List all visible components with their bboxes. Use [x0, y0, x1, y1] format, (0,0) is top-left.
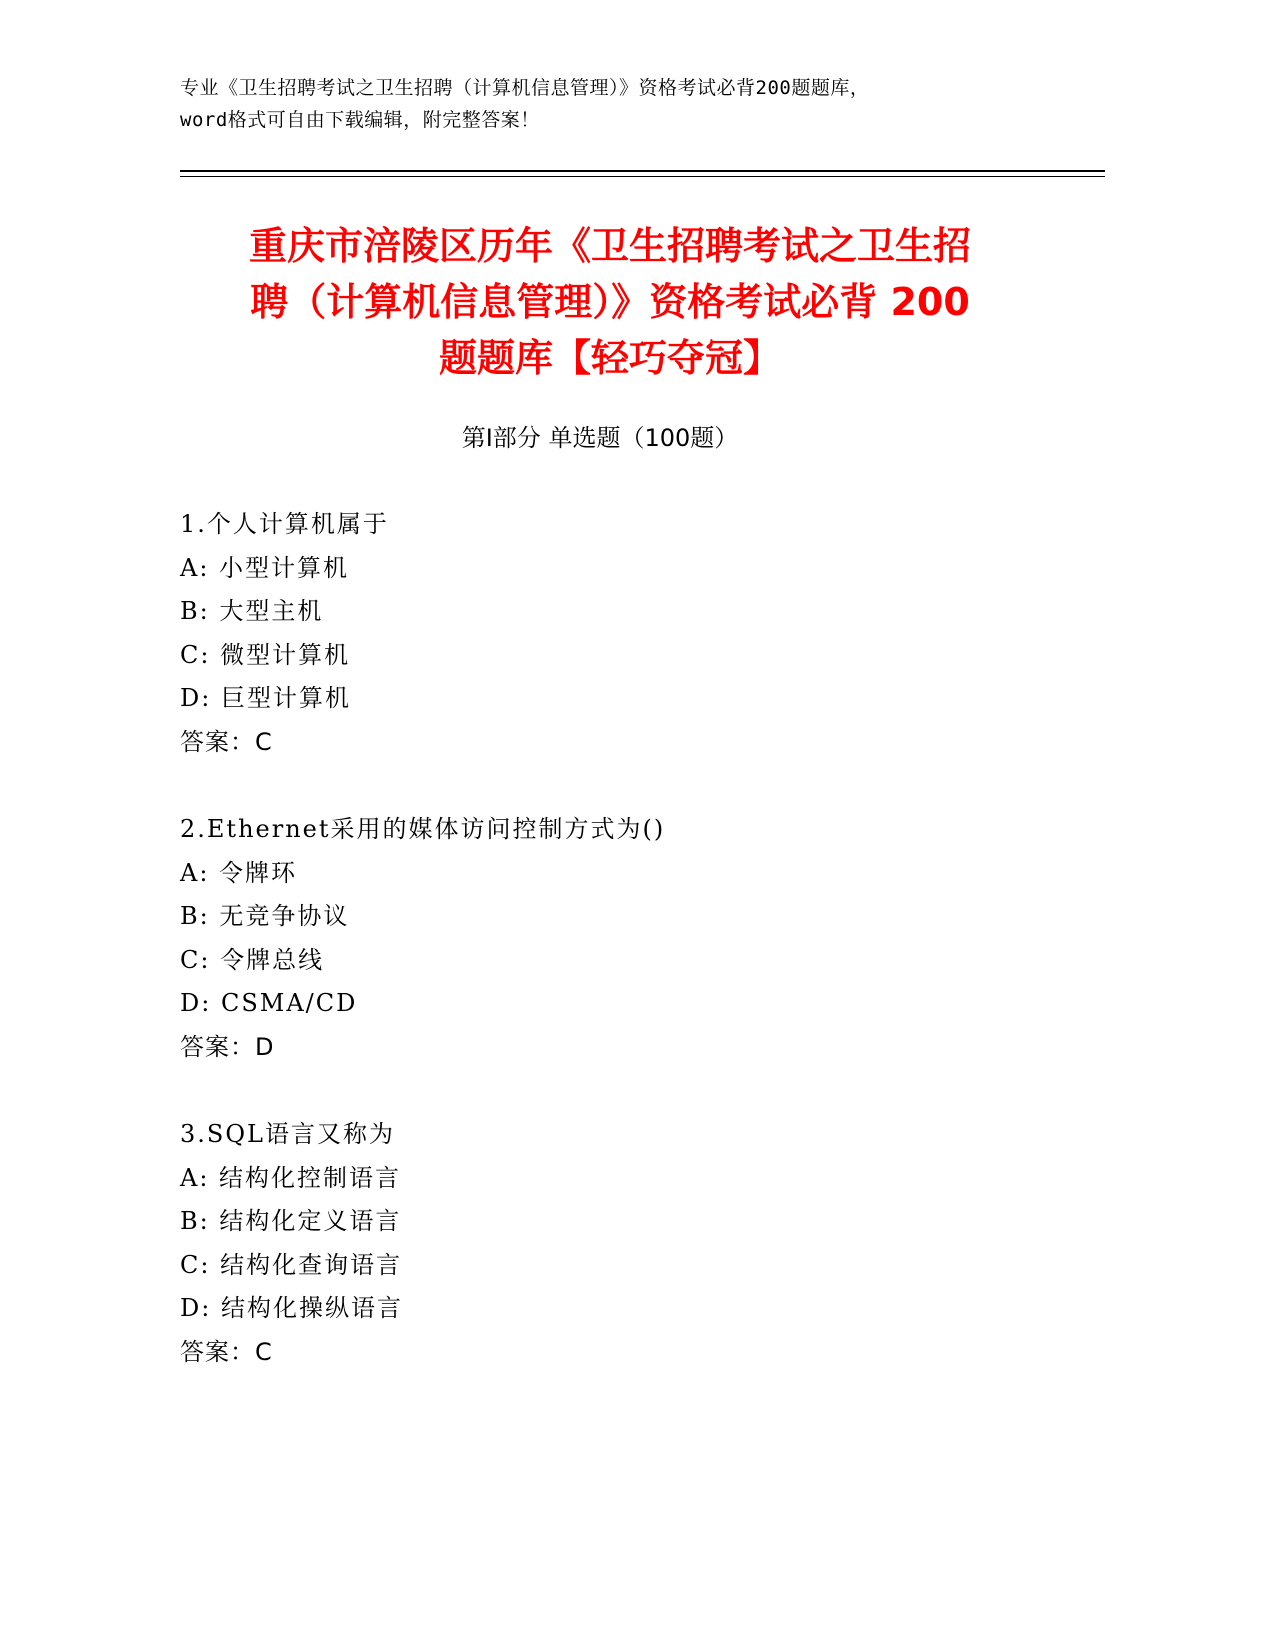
- option-b: B: 结构化定义语言: [180, 1207, 402, 1236]
- answer-line: 答案：C: [180, 727, 273, 756]
- option-d: D: 结构化操纵语言: [180, 1294, 403, 1323]
- option-b: B: 无竞争协议: [180, 902, 350, 931]
- header-line-1: 专业《卫生招聘考试之卫生招聘（计算机信息管理）》资格考试必背200题题库，: [180, 77, 870, 99]
- header-divider-thick: [180, 170, 1105, 172]
- question-stem: 2.Ethernet采用的媒体访问控制方式为(): [180, 815, 666, 843]
- option-a: A: 小型计算机: [180, 553, 350, 582]
- title-line-2: 聘（计算机信息管理）》资格考试必背 200: [250, 280, 970, 324]
- question-block: [180, 1113, 1080, 1375]
- question-block: [180, 503, 1080, 765]
- question-stem: 1.个人计算机属于: [180, 510, 389, 538]
- option-c: C: 令牌总线: [180, 945, 325, 974]
- header-line-2: word格式可自由下载编辑，附完整答案！: [180, 109, 540, 131]
- option-a: A: 结构化控制语言: [180, 1163, 402, 1192]
- option-d: D: CSMA/CD: [180, 989, 358, 1018]
- document-header-note: [180, 72, 1100, 136]
- option-c: C: 微型计算机: [180, 640, 351, 669]
- title-line-3: 题题库【轻巧夺冠】: [438, 336, 781, 380]
- option-d: D: 巨型计算机: [180, 684, 351, 713]
- title-line-1: 重庆市涪陵区历年《卫生招聘考试之卫生招: [248, 224, 971, 268]
- option-a: A: 令牌环: [180, 858, 298, 887]
- section-title: 第Ⅰ部分 单选题（100题）: [461, 424, 739, 452]
- document-title: [160, 218, 1060, 386]
- option-c: C: 结构化查询语言: [180, 1250, 403, 1279]
- answer-line: 答案：C: [180, 1337, 273, 1366]
- question-block: [180, 808, 1080, 1070]
- question-stem: 3.SQL语言又称为: [180, 1120, 395, 1148]
- option-b: B: 大型主机: [180, 597, 324, 626]
- header-divider-thin: [180, 176, 1105, 177]
- answer-line: 答案：D: [180, 1032, 275, 1061]
